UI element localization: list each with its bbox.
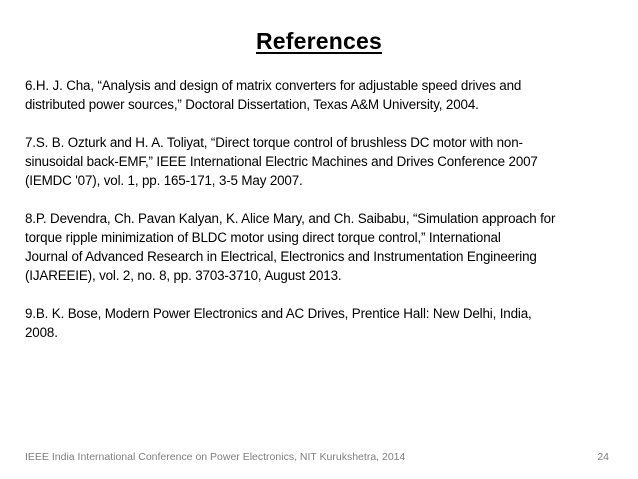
reference-list (25, 76, 610, 361)
reference-9: 9.B. K. Bose, Modern Power Electronics and AC Drives, Prentice Hall: New Delhi, India, 2008. (25, 306, 532, 340)
reference-8: 8.P. Devendra, Ch. Pavan Kalyan, K. Alice Mary, and Ch. Saibabu, “Simulation approach for torque ripple minimization of BLDC motor using direct torque control,” International Journal of Advanced Research in Electrical, Electronics and Instrumentation Engineering (IJAREEIE), vol. 2, no. 8, pp. 3703-3710, August 2013. (25, 211, 556, 283)
page-number: 24 (597, 451, 609, 463)
slide-footer: IEEE India International Conference on Power Electronics, NIT Kurukshetra, 2014 (25, 451, 406, 463)
reference-7: 7.S. B. Ozturk and H. A. Toliyat, “Direct torque control of brushless DC motor with non- sinusoidal back-EMF,” IEEE International Electric Machines and Drives Conference 2007 (IEMDC '07), vol. 1, pp. 165-171, 3-5 May 2007. (25, 135, 538, 188)
reference-6: 6.H. J. Cha, “Analysis and design of matrix converters for adjustable speed drives and distributed power sources,” Doctoral Dissertation, Texas A&M University, 2004. (25, 78, 522, 112)
slide-title: References (255, 28, 383, 54)
